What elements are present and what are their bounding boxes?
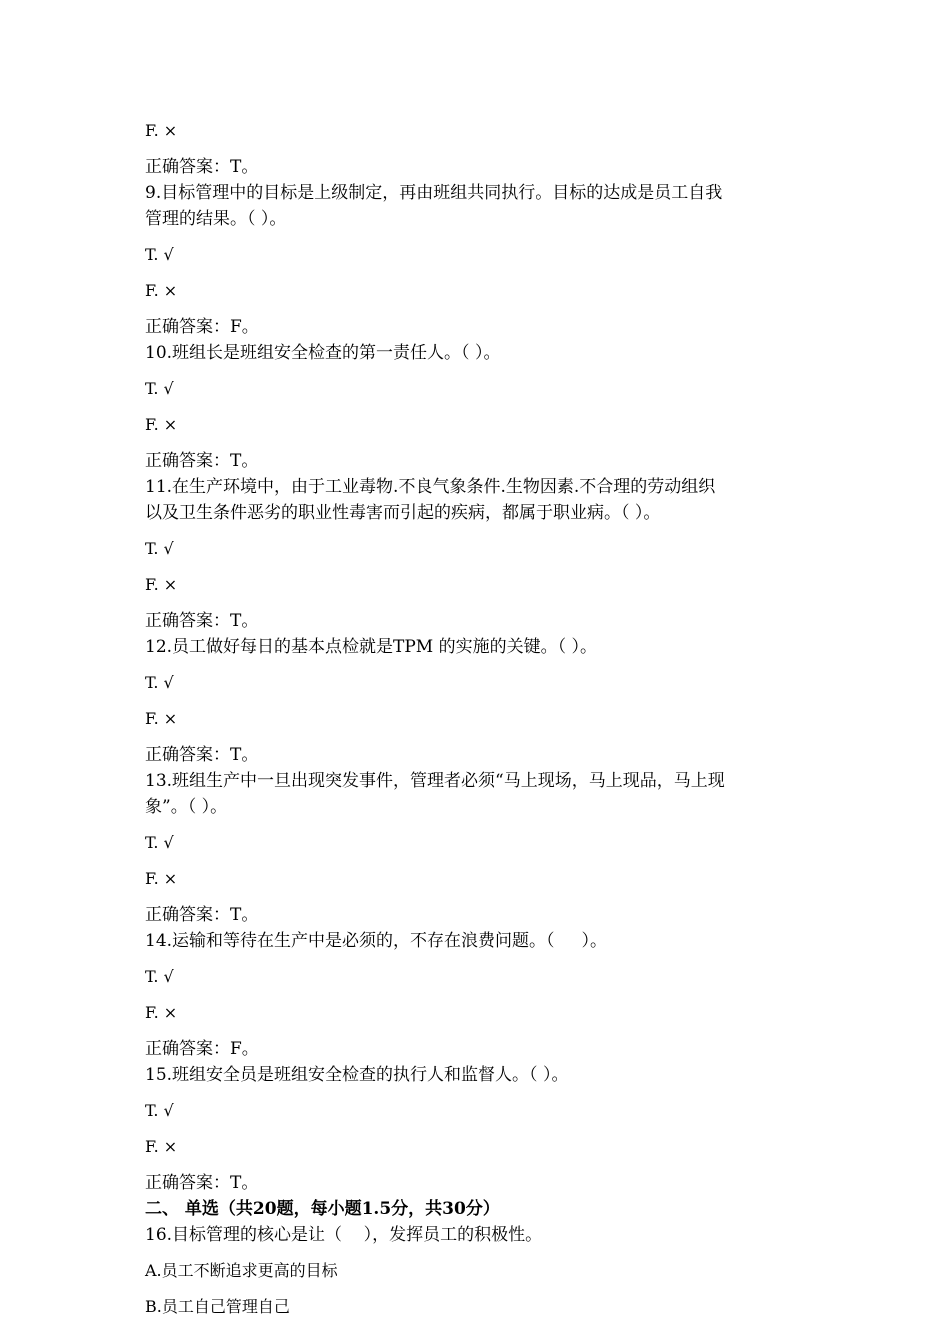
spacer: [145, 366, 825, 376]
question-line: 象”。（ ）。: [145, 797, 228, 817]
spacer: [145, 732, 825, 742]
answer-line: 正确答案：T。: [145, 157, 259, 177]
spacer: [145, 1160, 825, 1170]
question-line: 12.员工做好每日的基本点检就是TPM 的实施的关键。（ ）。: [145, 637, 598, 657]
option-line: T. √: [145, 245, 174, 264]
spacer: [145, 598, 825, 608]
spacer: [145, 990, 825, 1000]
question-line: 16.目标管理的核心是让（ ），发挥员工的积极性。: [145, 1225, 543, 1245]
spacer: [145, 1124, 825, 1134]
option-line: F. ×: [145, 575, 178, 594]
option-line: F. ×: [145, 869, 178, 888]
option-line: F. ×: [145, 415, 178, 434]
spacer: [145, 304, 825, 314]
spacer: [145, 1284, 825, 1294]
spacer: [145, 820, 825, 830]
spacer: [145, 402, 825, 412]
spacer: [145, 954, 825, 964]
document-body: [145, 118, 825, 1320]
spacer: [145, 232, 825, 242]
option-line: T. √: [145, 967, 174, 986]
question-line: 以及卫生条件恶劣的职业性毒害而引起的疾病，都属于职业病。（ ）。: [145, 503, 661, 523]
option-line: A.员工不断追求更高的目标: [145, 1261, 338, 1280]
question-line: 10.班组长是班组安全检查的第一责任人。（ ）。: [145, 343, 501, 363]
answer-line: 正确答案：T。: [145, 611, 259, 631]
option-line: B.员工自己管理自己: [145, 1297, 290, 1316]
section-heading: 二、 单选（共20题，每小题1.5分，共30分）: [145, 1199, 500, 1219]
option-line: T. √: [145, 539, 174, 558]
answer-line: 正确答案：F。: [145, 1039, 259, 1059]
spacer: [145, 438, 825, 448]
answer-line: 正确答案：F。: [145, 317, 259, 337]
spacer: [145, 562, 825, 572]
question-line: 管理的结果。（ ）。: [145, 209, 287, 229]
answer-line: 正确答案：T。: [145, 1173, 259, 1193]
option-line: F. ×: [145, 1137, 178, 1156]
spacer: [145, 1026, 825, 1036]
question-line: 14.运输和等待在生产中是必须的，不存在浪费问题。（ ）。: [145, 931, 608, 951]
option-line: F. ×: [145, 121, 178, 140]
spacer: [145, 268, 825, 278]
spacer: [145, 892, 825, 902]
question-line: 15.班组安全员是班组安全检查的执行人和监督人。（ ）。: [145, 1065, 569, 1085]
option-line: T. √: [145, 833, 174, 852]
option-line: F. ×: [145, 709, 178, 728]
answer-line: 正确答案：T。: [145, 905, 259, 925]
spacer: [145, 696, 825, 706]
spacer: [145, 1248, 825, 1258]
option-line: T. √: [145, 379, 174, 398]
option-line: F. ×: [145, 1003, 178, 1022]
spacer: [145, 1088, 825, 1098]
spacer: [145, 660, 825, 670]
question-line: 9.目标管理中的目标是上级制定，再由班组共同执行。目标的达成是员工自我: [145, 183, 723, 203]
question-line: 11.在生产环境中，由于工业毒物.不良气象条件.生物因素.不合理的劳动组织: [145, 477, 716, 497]
question-line: 13.班组生产中一旦出现突发事件，管理者必须“马上现场，马上现品，马上现: [145, 771, 725, 791]
option-line: F. ×: [145, 281, 178, 300]
option-line: T. √: [145, 1101, 174, 1120]
answer-line: 正确答案：T。: [145, 745, 259, 765]
spacer: [145, 856, 825, 866]
spacer: [145, 144, 825, 154]
option-line: T. √: [145, 673, 174, 692]
answer-line: 正确答案：T。: [145, 451, 259, 471]
spacer: [145, 526, 825, 536]
